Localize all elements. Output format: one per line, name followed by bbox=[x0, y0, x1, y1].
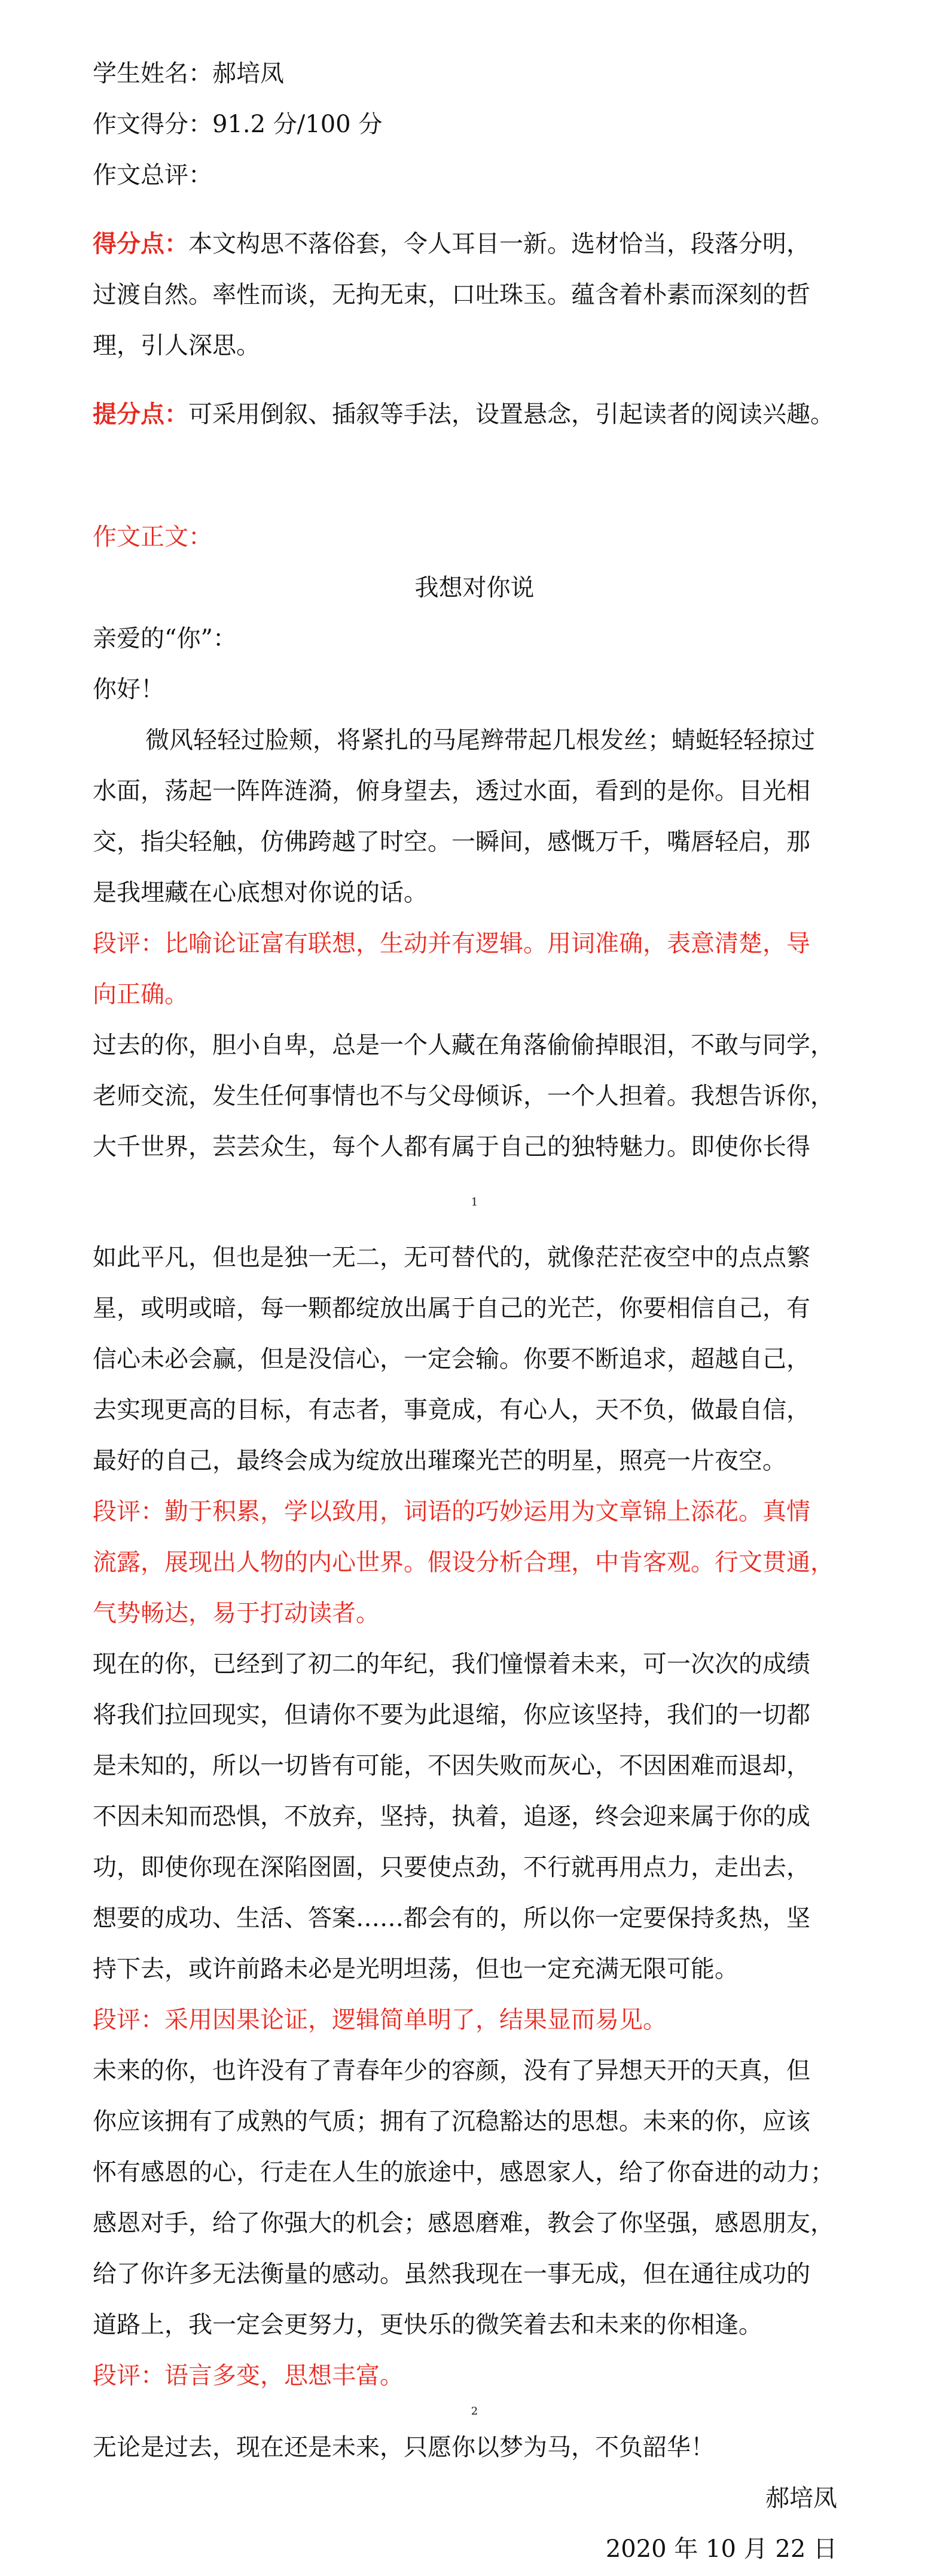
plus-points-line-2: 过渡自然。率性而谈，无拘无束，口吐珠玉。蕴含着朴素而深刻的哲 bbox=[93, 281, 810, 309]
page-number: 1 bbox=[471, 1196, 478, 1208]
essay-title: 我想对你说 bbox=[414, 574, 535, 602]
para3-line: 将我们拉回现实，但请你不要为此退缩，你应该坚持，我们的一切都 bbox=[93, 1701, 810, 1729]
plus-points-label: 得分点： bbox=[93, 230, 188, 258]
plus-points-line-3: 理，引人深思。 bbox=[93, 332, 260, 359]
para2-line: 老师交流，发生任何事情也不与父母倾诉，一个人担着。我想告诉你， bbox=[93, 1082, 834, 1110]
para3-line: 是未知的，所以一切皆有可能，不因失败而灰心，不因困难而退却， bbox=[93, 1752, 810, 1780]
para2-line: 信心未必会赢，但是没信心，一定会输。你要不断追求，超越自己， bbox=[93, 1345, 810, 1373]
para1-line: 微风轻轻过脸颊，将紧扎的马尾辫带起几根发丝；蜻蜓轻轻掠过 bbox=[145, 727, 815, 754]
overall-review-label: 作文总评： bbox=[93, 161, 212, 189]
para2-line: 去实现更高的目标，有志者，事竟成，有心人，天不负，做最自信， bbox=[93, 1396, 810, 1424]
para2-line: 如此平凡，但也是独一无二，无可替代的，就像茫茫夜空中的点点繁 bbox=[93, 1244, 810, 1271]
para3-line: 持下去，或许前路未必是光明坦荡，但也一定充满无限可能。 bbox=[93, 1955, 739, 1983]
para1-line: 是我埋藏在心底想对你说的话。 bbox=[93, 879, 428, 907]
para4-line: 未来的你，也许没有了青春年少的容颜，没有了异想天开的天真，但 bbox=[93, 2057, 810, 2084]
para1-line: 水面，荡起一阵阵涟漪，俯身望去，透过水面，看到的是你。目光相 bbox=[93, 777, 810, 805]
comment2-line: 段评：勤于积累，学以致用，词语的巧妙运用为文章锦上添花。真情 bbox=[93, 1498, 810, 1525]
para2-line: 最好的自己，最终会成为绽放出璀璨光芒的明星，照亮一片夜空。 bbox=[93, 1447, 786, 1475]
para4-line: 道路上，我一定会更努力，更快乐的微笑着去和未来的你相逢。 bbox=[93, 2311, 762, 2339]
comment3-line: 段评：采用因果论证，逻辑简单明了，结果显而易见。 bbox=[93, 2006, 667, 2034]
para4-line: 给了你许多无法衡量的感动。虽然我现在一事无成，但在通往成功的 bbox=[93, 2260, 810, 2288]
essay-date: 2020 年 10 月 22 日 bbox=[605, 2535, 837, 2563]
improve-points-label: 提分点： bbox=[93, 400, 188, 428]
plus-points-text: 本文构思不落俗套，令人耳目一新。选材恰当，段落分明， bbox=[188, 230, 810, 258]
page-number: 2 bbox=[471, 2405, 478, 2418]
para4-line: 怀有感恩的心，行走在人生的旅途中，感恩家人，给了你奋进的动力； bbox=[93, 2159, 834, 2186]
comment1-line: 向正确。 bbox=[93, 981, 188, 1008]
para4-line: 感恩对手，给了你强大的机会；感恩磨难，教会了你坚强，感恩朋友， bbox=[93, 2209, 834, 2237]
comment1-line: 段评：比喻论证富有联想，生动并有逻辑。用词准确，表意清楚，导 bbox=[93, 930, 810, 957]
para3-line: 功，即使你现在深陷囹圄，只要使点劲，不行就再用点力，走出去， bbox=[93, 1854, 810, 1881]
plus-points-line-1 bbox=[93, 227, 810, 261]
para3-line: 现在的你，已经到了初二的年纪，我们憧憬着未来，可一次次的成绩 bbox=[93, 1650, 810, 1678]
para3-line: 想要的成功、生活、答案……都会有的，所以你一定要保持炙热，坚 bbox=[93, 1904, 810, 1932]
comment2-line: 气势畅达，易于打动读者。 bbox=[93, 1600, 380, 1627]
improve-points-line bbox=[93, 398, 834, 431]
essay-score: 作文得分：91.2 分/100 分 bbox=[93, 111, 383, 138]
para2-line: 星，或明或暗，每一颗都绽放出属于自己的光芒，你要相信自己，有 bbox=[93, 1295, 810, 1322]
para3-line: 不因未知而恐惧，不放弃，坚持，执着，追逐，终会迎来属于你的成 bbox=[93, 1803, 810, 1830]
para2-line: 过去的你，胆小自卑，总是一个人藏在角落偷偷掉眼泪，不敢与同学， bbox=[93, 1031, 834, 1059]
para1-line: 交，指尖轻触，仿佛跨越了时空。一瞬间，感慨万千，嘴唇轻启，那 bbox=[93, 828, 810, 856]
author-signature: 郝培凤 bbox=[765, 2485, 837, 2512]
comment2-line: 流露，展现出人物的内心世界。假设分析合理，中肯客观。行文贯通， bbox=[93, 1549, 834, 1576]
closing-line: 无论是过去，现在还是未来，只愿你以梦为马，不负韶华！ bbox=[93, 2434, 715, 2461]
comment4-line: 段评：语言多变，思想丰富。 bbox=[93, 2362, 404, 2389]
salutation: 亲爱的“你”： bbox=[93, 625, 237, 652]
improve-points-text: 可采用倒叙、插叙等手法，设置悬念，引起读者的阅读兴趣。 bbox=[188, 401, 834, 428]
essay-section-label: 作文正文： bbox=[93, 523, 212, 551]
student-name: 学生姓名：郝培凤 bbox=[93, 60, 284, 87]
para2-line: 大千世界，芸芸众生，每个人都有属于自己的独特魅力。即使你长得 bbox=[93, 1133, 810, 1161]
para4-line: 你应该拥有了成熟的气质；拥有了沉稳豁达的思想。未来的你，应该 bbox=[93, 2108, 810, 2135]
greeting: 你好！ bbox=[93, 676, 164, 703]
